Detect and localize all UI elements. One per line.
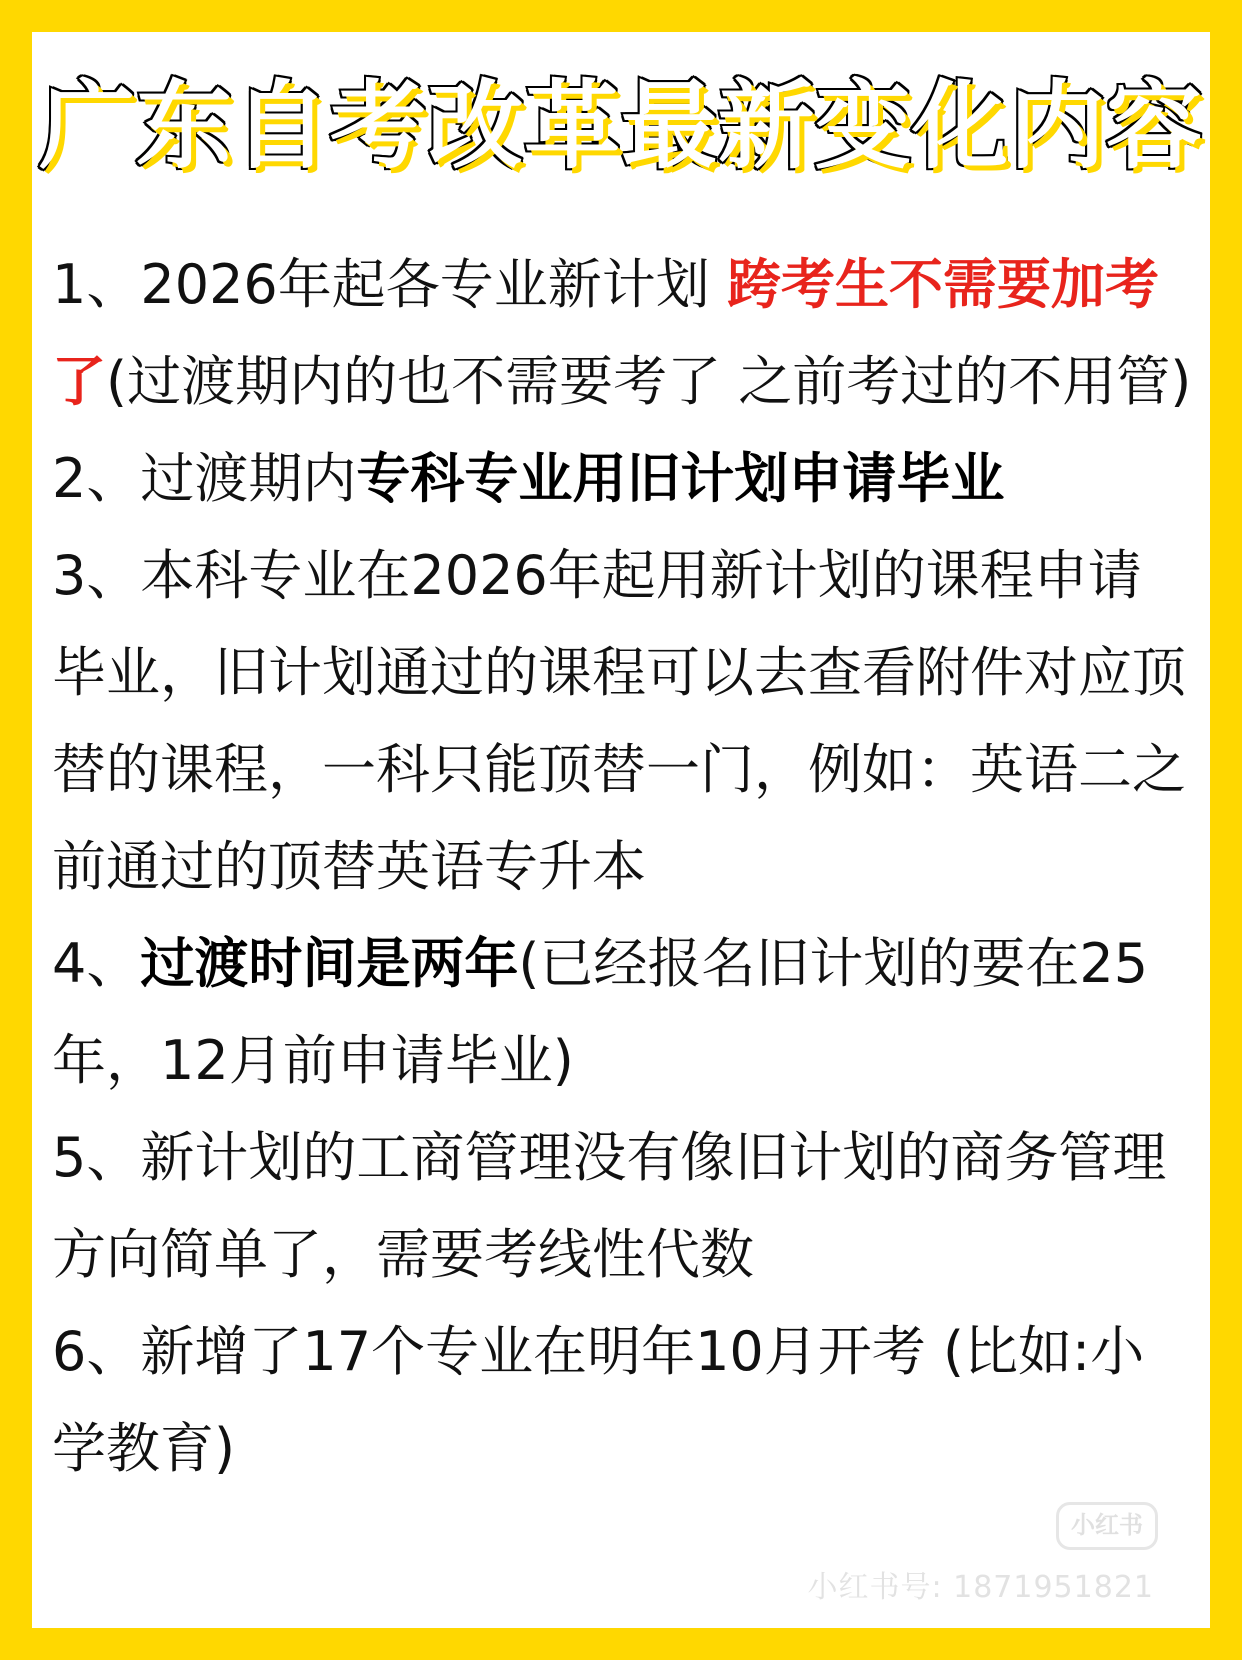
list-item-5 [52,1109,1192,1303]
item-list [52,236,1192,1497]
item-text: 5、新计划的工商管理没有像旧计划的商务管理方向简单了，需要考线性代数 [52,1126,1167,1286]
content-card [32,32,1210,1628]
item-text: 4、 [52,932,141,995]
page-title: 广东自考改革最新变化内容 [39,70,1203,182]
list-item-4 [52,915,1192,1109]
item-text: 3、本科专业在2026年起用新计划的课程申请毕业，旧计划通过的课程可以去查看附件对应顶替的课程，一科只能顶替一门，例如：英语二之前通过的顶替英语专升本 [52,544,1186,898]
list-item-6 [52,1303,1192,1497]
item-text: 1、2026年起各专业新计划 [52,253,727,316]
item-highlight-bold: 专科专业用旧计划申请毕业 [356,447,1005,510]
list-item-3 [52,527,1192,915]
watermark-id: 小红书号: 1871951821 [807,1570,1154,1605]
list-item-2 [52,430,1192,527]
item-text: 2、过渡期内 [52,447,357,510]
item-highlight-red: 跨考生不需要加考了 [52,253,1159,413]
item-highlight-bold: 过渡时间是两年 [140,932,519,995]
item-text: 6、新增了17个专业在明年10月开考 (比如:小学教育) [52,1320,1145,1480]
xiaohongshu-logo: 小红书 [1056,1502,1158,1550]
item-text: (已经报名旧计划的要在25年，12月前申请毕业) [52,932,1149,1092]
item-text: (过渡期内的也不需要考了 之前考过的不用管) [106,350,1192,413]
list-item-1 [52,236,1192,430]
